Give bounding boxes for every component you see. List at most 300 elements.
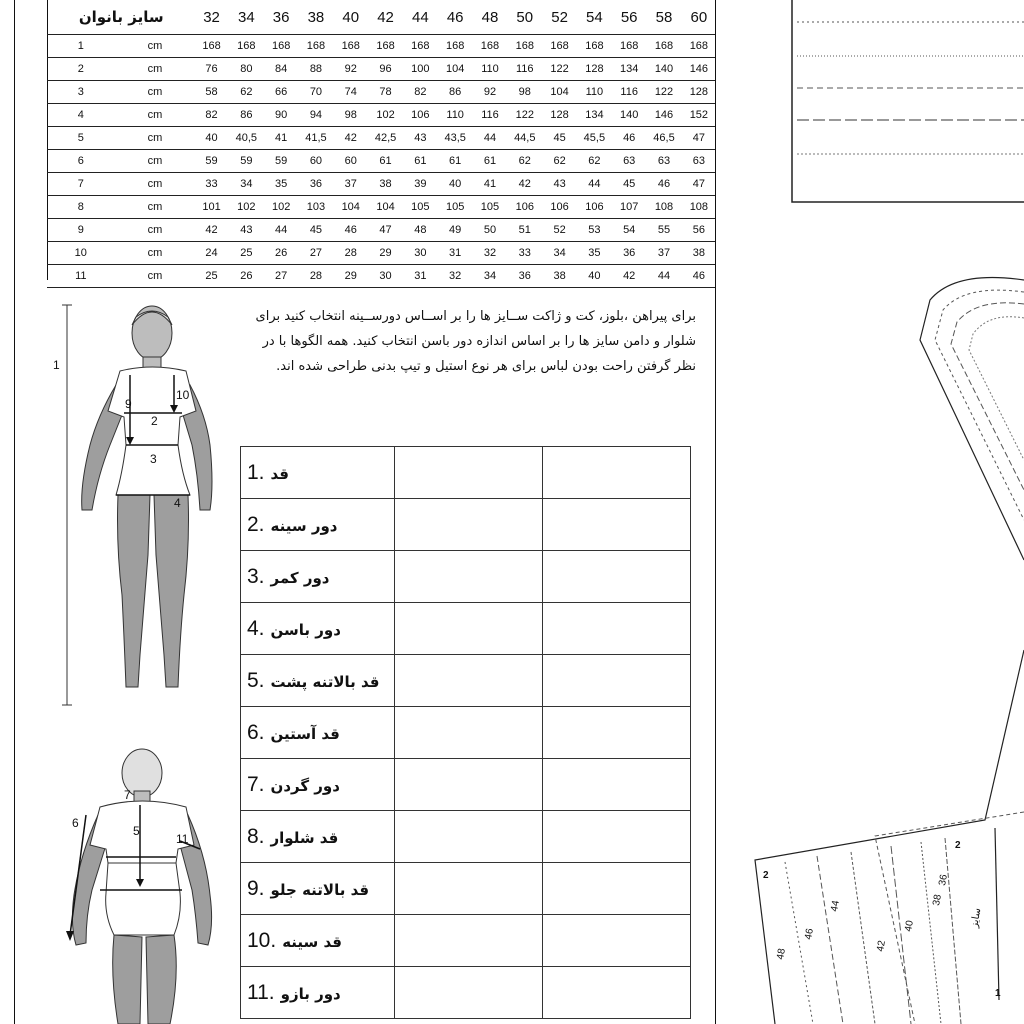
size-row <box>47 173 715 196</box>
size-value: 40,5 <box>228 127 265 150</box>
measurement-row <box>241 655 691 707</box>
size-value: 105 <box>404 196 436 219</box>
measurement-label-cell <box>241 707 395 759</box>
pattern-size-label: 48 <box>775 947 788 961</box>
measurement-label-cell <box>241 655 395 707</box>
size-value: 103 <box>297 196 334 219</box>
size-value: 27 <box>265 265 297 288</box>
size-value: 25 <box>195 265 227 288</box>
measurement-entry-cell[interactable] <box>543 655 691 707</box>
size-value: 45,5 <box>576 127 613 150</box>
measurement-name: دور بازو <box>280 984 341 1003</box>
size-value: 134 <box>576 104 613 127</box>
size-value: 104 <box>367 196 404 219</box>
size-value: 41 <box>265 127 297 150</box>
size-value: 40 <box>576 265 613 288</box>
back-figure-leg-right <box>146 935 176 1024</box>
size-value: 49 <box>436 219 473 242</box>
size-value: 110 <box>576 81 613 104</box>
measurement-label-cell <box>241 551 395 603</box>
size-value: 108 <box>645 196 682 219</box>
measurement-label-cell <box>241 863 395 915</box>
measurement-entry-cell[interactable] <box>395 707 543 759</box>
sheet-border-left <box>14 0 15 1024</box>
row-unit: cm <box>115 265 196 288</box>
row-number: 10 <box>47 242 115 265</box>
size-value: 42 <box>613 265 645 288</box>
size-value: 59 <box>228 150 265 173</box>
size-value: 44 <box>474 127 506 150</box>
size-value: 59 <box>195 150 227 173</box>
size-value: 41,5 <box>297 127 334 150</box>
size-value: 42 <box>195 219 227 242</box>
size-value: 26 <box>265 242 297 265</box>
measurement-table-body <box>241 447 691 1019</box>
figure-head <box>132 306 172 360</box>
pattern-size-label: 1 <box>995 988 1001 999</box>
pattern-size-label: 40 <box>903 919 916 933</box>
measurement-row <box>241 915 691 967</box>
size-value: 32 <box>436 265 473 288</box>
size-header-row <box>47 0 715 35</box>
size-value: 80 <box>228 58 265 81</box>
pattern-grain-line <box>995 828 999 1000</box>
size-value: 168 <box>297 35 334 58</box>
pattern-size-label: 42 <box>875 939 888 953</box>
pattern-curve <box>951 303 1024 490</box>
size-value: 47 <box>683 127 715 150</box>
pattern-size-label: 44 <box>829 899 842 913</box>
size-value: 168 <box>506 35 543 58</box>
size-value: 52 <box>544 219 576 242</box>
measurement-name: دور گردن <box>270 776 340 795</box>
pattern-size-line <box>945 838 961 1024</box>
size-value: 27 <box>297 242 334 265</box>
size-value: 50 <box>474 219 506 242</box>
row-number: 5 <box>47 127 115 150</box>
size-value: 152 <box>683 104 715 127</box>
row-unit: cm <box>115 127 196 150</box>
size-value: 61 <box>436 150 473 173</box>
size-value: 29 <box>367 242 404 265</box>
measurement-number: 3. <box>247 564 265 588</box>
measurement-row <box>241 811 691 863</box>
size-row <box>47 242 715 265</box>
size-value: 37 <box>645 242 682 265</box>
measurement-row <box>241 967 691 1019</box>
size-value: 62 <box>228 81 265 104</box>
pattern-size-label: 2 <box>955 840 961 851</box>
size-value: 63 <box>613 150 645 173</box>
measurement-entry-cell[interactable] <box>543 603 691 655</box>
back-body-figure <box>40 745 220 1024</box>
size-value: 104 <box>544 81 576 104</box>
measurement-label-cell <box>241 759 395 811</box>
measurement-entry-cell[interactable] <box>395 551 543 603</box>
size-header: 34 <box>228 0 265 35</box>
row-number: 11 <box>47 265 115 288</box>
size-value: 110 <box>474 58 506 81</box>
size-header: 40 <box>335 0 367 35</box>
intro-line: شلوار و دامن سایز ها را بر اساس اندازه دور باسن انتخاب کنید. همه الگوها با در <box>262 334 696 349</box>
size-header: 38 <box>297 0 334 35</box>
size-header: 56 <box>613 0 645 35</box>
size-row <box>47 150 715 173</box>
measurement-entry-cell[interactable] <box>395 811 543 863</box>
row-number: 8 <box>47 196 115 219</box>
size-value: 46 <box>335 219 367 242</box>
size-value: 168 <box>544 35 576 58</box>
measurement-number: 1. <box>247 460 265 484</box>
front-figure-label: 2 <box>151 414 158 428</box>
back-figure-label: 6 <box>72 816 79 830</box>
measurement-name: دور کمر <box>270 568 330 587</box>
size-value: 34 <box>544 242 576 265</box>
size-value: 47 <box>683 173 715 196</box>
size-value: 34 <box>228 173 265 196</box>
front-figure-label: 1 <box>53 358 60 372</box>
row-number: 7 <box>47 173 115 196</box>
figure-top <box>108 367 196 445</box>
size-table <box>47 0 715 288</box>
row-unit: cm <box>115 150 196 173</box>
size-value: 140 <box>613 104 645 127</box>
size-value: 24 <box>195 242 227 265</box>
row-unit: cm <box>115 81 196 104</box>
size-value: 96 <box>367 58 404 81</box>
size-value: 86 <box>436 81 473 104</box>
size-value: 110 <box>436 104 473 127</box>
row-number: 4 <box>47 104 115 127</box>
size-value: 43 <box>228 219 265 242</box>
measurement-entry-cell[interactable] <box>543 863 691 915</box>
size-header: 44 <box>404 0 436 35</box>
row-unit: cm <box>115 104 196 127</box>
measurement-label-cell <box>241 915 395 967</box>
size-value: 102 <box>367 104 404 127</box>
size-value: 102 <box>265 196 297 219</box>
size-row <box>47 35 715 58</box>
size-value: 43 <box>404 127 436 150</box>
back-figure-leg-left <box>113 935 142 1024</box>
size-value: 82 <box>404 81 436 104</box>
size-header: 46 <box>436 0 473 35</box>
measurement-name: دور باسن <box>270 620 341 639</box>
size-value: 168 <box>335 35 367 58</box>
pattern-curve <box>920 278 1024 561</box>
pattern-size-label: 38 <box>931 893 944 907</box>
size-value: 34 <box>474 265 506 288</box>
front-body-figure <box>40 295 220 715</box>
pattern-sheet <box>715 0 1024 1024</box>
size-header: 48 <box>474 0 506 35</box>
measurement-row <box>241 759 691 811</box>
size-value: 122 <box>645 81 682 104</box>
size-value: 44 <box>265 219 297 242</box>
measurement-label-cell <box>241 967 395 1019</box>
size-value: 98 <box>506 81 543 104</box>
size-value: 54 <box>613 219 645 242</box>
size-value: 168 <box>645 35 682 58</box>
size-header: 58 <box>645 0 682 35</box>
back-figure-label: 5 <box>133 824 140 838</box>
size-value: 86 <box>228 104 265 127</box>
size-value: 101 <box>195 196 227 219</box>
size-table-body <box>47 35 715 288</box>
size-value: 168 <box>613 35 645 58</box>
size-value: 140 <box>645 58 682 81</box>
front-figure-label: 3 <box>150 452 157 466</box>
size-header: 42 <box>367 0 404 35</box>
size-value: 134 <box>613 58 645 81</box>
size-value: 88 <box>297 58 334 81</box>
measurement-name: قد شلوار <box>270 828 339 847</box>
size-value: 168 <box>265 35 297 58</box>
size-header: 36 <box>265 0 297 35</box>
size-value: 39 <box>404 173 436 196</box>
size-value: 45 <box>544 127 576 150</box>
pattern-size-line <box>891 846 911 1024</box>
size-value: 36 <box>297 173 334 196</box>
figure-leg-left <box>118 495 151 687</box>
size-row <box>47 196 715 219</box>
row-unit: cm <box>115 35 196 58</box>
measurement-entry-cell[interactable] <box>543 499 691 551</box>
measurement-entry-cell[interactable] <box>395 447 543 499</box>
measurement-number: 6. <box>247 720 265 744</box>
size-value: 168 <box>195 35 227 58</box>
measurement-entry-cell[interactable] <box>543 447 691 499</box>
size-value: 60 <box>335 150 367 173</box>
size-value: 146 <box>683 58 715 81</box>
measurement-number: 4. <box>247 616 265 640</box>
measurement-entry-cell[interactable] <box>543 551 691 603</box>
size-value: 102 <box>228 196 265 219</box>
measurement-label-cell <box>241 499 395 551</box>
size-value: 63 <box>683 150 715 173</box>
size-value: 42 <box>335 127 367 150</box>
size-table-title: سایز بانوان <box>47 0 195 35</box>
size-value: 43 <box>544 173 576 196</box>
size-value: 61 <box>367 150 404 173</box>
size-value: 66 <box>265 81 297 104</box>
intro-line: نظر گرفتن راحت بودن لباس برای هر نوع استیل و تیپ بدنی طراحی شده اند. <box>276 359 696 374</box>
size-value: 38 <box>367 173 404 196</box>
size-value: 62 <box>576 150 613 173</box>
size-value: 31 <box>404 265 436 288</box>
front-figure-label: 9 <box>125 397 132 411</box>
size-value: 38 <box>544 265 576 288</box>
measurement-number: 8. <box>247 824 265 848</box>
size-value: 59 <box>265 150 297 173</box>
size-value: 168 <box>474 35 506 58</box>
pattern-size-line <box>817 856 843 1024</box>
size-value: 61 <box>474 150 506 173</box>
measurement-number: 9. <box>247 876 265 900</box>
size-value: 36 <box>506 265 543 288</box>
size-value: 62 <box>544 150 576 173</box>
measurement-name: دور سینه <box>270 516 338 535</box>
size-value: 48 <box>404 219 436 242</box>
size-value: 106 <box>544 196 576 219</box>
size-value: 35 <box>265 173 297 196</box>
size-row <box>47 265 715 288</box>
size-value: 105 <box>474 196 506 219</box>
measurement-label-cell <box>241 447 395 499</box>
size-value: 84 <box>265 58 297 81</box>
size-value: 31 <box>436 242 473 265</box>
size-value: 37 <box>335 173 367 196</box>
measurement-row <box>241 603 691 655</box>
size-value: 53 <box>576 219 613 242</box>
row-number: 1 <box>47 35 115 58</box>
measurement-entry-cell[interactable] <box>543 915 691 967</box>
size-value: 44 <box>576 173 613 196</box>
size-value: 26 <box>228 265 265 288</box>
measurement-name: قد <box>270 464 290 483</box>
measurement-row <box>241 499 691 551</box>
size-value: 44 <box>645 265 682 288</box>
size-row <box>47 58 715 81</box>
size-value: 40 <box>436 173 473 196</box>
measurement-label-cell <box>241 603 395 655</box>
measurement-row <box>241 447 691 499</box>
row-number: 3 <box>47 81 115 104</box>
size-value: 43,5 <box>436 127 473 150</box>
size-value: 98 <box>335 104 367 127</box>
size-value: 122 <box>544 58 576 81</box>
measurement-entry-cell[interactable] <box>395 603 543 655</box>
intro-line: برای پیراهن ،بلوز، کت و ژاکت ســایز ها را بر اســاس دورســینه انتخاب کنید برای <box>255 309 696 324</box>
intro-paragraph <box>218 304 696 379</box>
row-unit: cm <box>115 196 196 219</box>
size-value: 106 <box>506 196 543 219</box>
pattern-lower-outline <box>755 650 1024 1024</box>
pattern-size-label: 46 <box>803 927 816 941</box>
pattern-size-word: سایز <box>969 907 984 929</box>
size-value: 46,5 <box>645 127 682 150</box>
row-unit: cm <box>115 58 196 81</box>
size-value: 100 <box>404 58 436 81</box>
size-value: 46 <box>683 265 715 288</box>
size-value: 116 <box>506 58 543 81</box>
top-pattern-outline <box>792 0 1024 202</box>
row-unit: cm <box>115 219 196 242</box>
size-value: 107 <box>613 196 645 219</box>
figure-leg-right <box>154 495 189 687</box>
row-unit: cm <box>115 173 196 196</box>
measurement-entry-cell[interactable] <box>395 759 543 811</box>
size-value: 42,5 <box>367 127 404 150</box>
size-value: 42 <box>506 173 543 196</box>
size-value: 92 <box>474 81 506 104</box>
size-value: 168 <box>367 35 404 58</box>
measurement-entry-cell[interactable] <box>543 967 691 1019</box>
size-value: 28 <box>335 242 367 265</box>
size-value: 116 <box>613 81 645 104</box>
pattern-size-label: 36 <box>937 873 950 887</box>
size-value: 128 <box>544 104 576 127</box>
size-value: 62 <box>506 150 543 173</box>
size-value: 33 <box>506 242 543 265</box>
size-value: 70 <box>297 81 334 104</box>
size-value: 32 <box>474 242 506 265</box>
size-value: 25 <box>228 242 265 265</box>
front-figure-label: 10 <box>176 388 190 402</box>
size-value: 128 <box>683 81 715 104</box>
size-value: 45 <box>613 173 645 196</box>
size-value: 33 <box>195 173 227 196</box>
size-value: 76 <box>195 58 227 81</box>
size-row <box>47 127 715 150</box>
size-value: 46 <box>613 127 645 150</box>
size-value: 61 <box>404 150 436 173</box>
size-value: 116 <box>474 104 506 127</box>
sleeve-length-arrow <box>66 931 74 941</box>
size-value: 168 <box>576 35 613 58</box>
size-header: 32 <box>195 0 227 35</box>
pattern-size-label: 2 <box>763 870 769 881</box>
size-value: 40 <box>195 127 227 150</box>
back-figure-bodysuit <box>106 863 181 935</box>
size-value: 168 <box>436 35 473 58</box>
measurement-entry-cell[interactable] <box>395 967 543 1019</box>
size-value: 106 <box>576 196 613 219</box>
size-value: 60 <box>297 150 334 173</box>
pattern-size-line <box>921 842 941 1024</box>
row-number: 9 <box>47 219 115 242</box>
front-figure-label: 4 <box>174 496 181 510</box>
measurement-number: 7. <box>247 772 265 796</box>
size-row <box>47 219 715 242</box>
measurement-entry-cell[interactable] <box>543 707 691 759</box>
row-number: 2 <box>47 58 115 81</box>
measurement-name: قد سینه <box>282 932 343 951</box>
size-value: 108 <box>683 196 715 219</box>
size-value: 168 <box>683 35 715 58</box>
measurement-entry-cell[interactable] <box>543 811 691 863</box>
size-value: 41 <box>474 173 506 196</box>
size-value: 90 <box>265 104 297 127</box>
size-value: 104 <box>335 196 367 219</box>
size-value: 106 <box>404 104 436 127</box>
size-value: 105 <box>436 196 473 219</box>
measurement-entry-cell[interactable] <box>395 863 543 915</box>
size-value: 94 <box>297 104 334 127</box>
size-value: 122 <box>506 104 543 127</box>
measurement-row <box>241 707 691 759</box>
measurement-entry-cell[interactable] <box>395 499 543 551</box>
size-value: 56 <box>683 219 715 242</box>
size-value: 55 <box>645 219 682 242</box>
pattern-lower-curve <box>875 812 1024 1024</box>
measurement-entry-cell[interactable] <box>543 759 691 811</box>
size-value: 28 <box>297 265 334 288</box>
size-value: 47 <box>367 219 404 242</box>
size-header: 60 <box>683 0 715 35</box>
measurement-name: قد بالاتنه پشت <box>270 672 380 691</box>
measurement-entry-cell[interactable] <box>395 655 543 707</box>
measurement-entry-cell[interactable] <box>395 915 543 967</box>
size-value: 82 <box>195 104 227 127</box>
size-header: 54 <box>576 0 613 35</box>
size-value: 78 <box>367 81 404 104</box>
row-number: 6 <box>47 150 115 173</box>
measurement-row <box>241 863 691 915</box>
measurement-table <box>240 446 691 1019</box>
size-value: 29 <box>335 265 367 288</box>
size-value: 51 <box>506 219 543 242</box>
